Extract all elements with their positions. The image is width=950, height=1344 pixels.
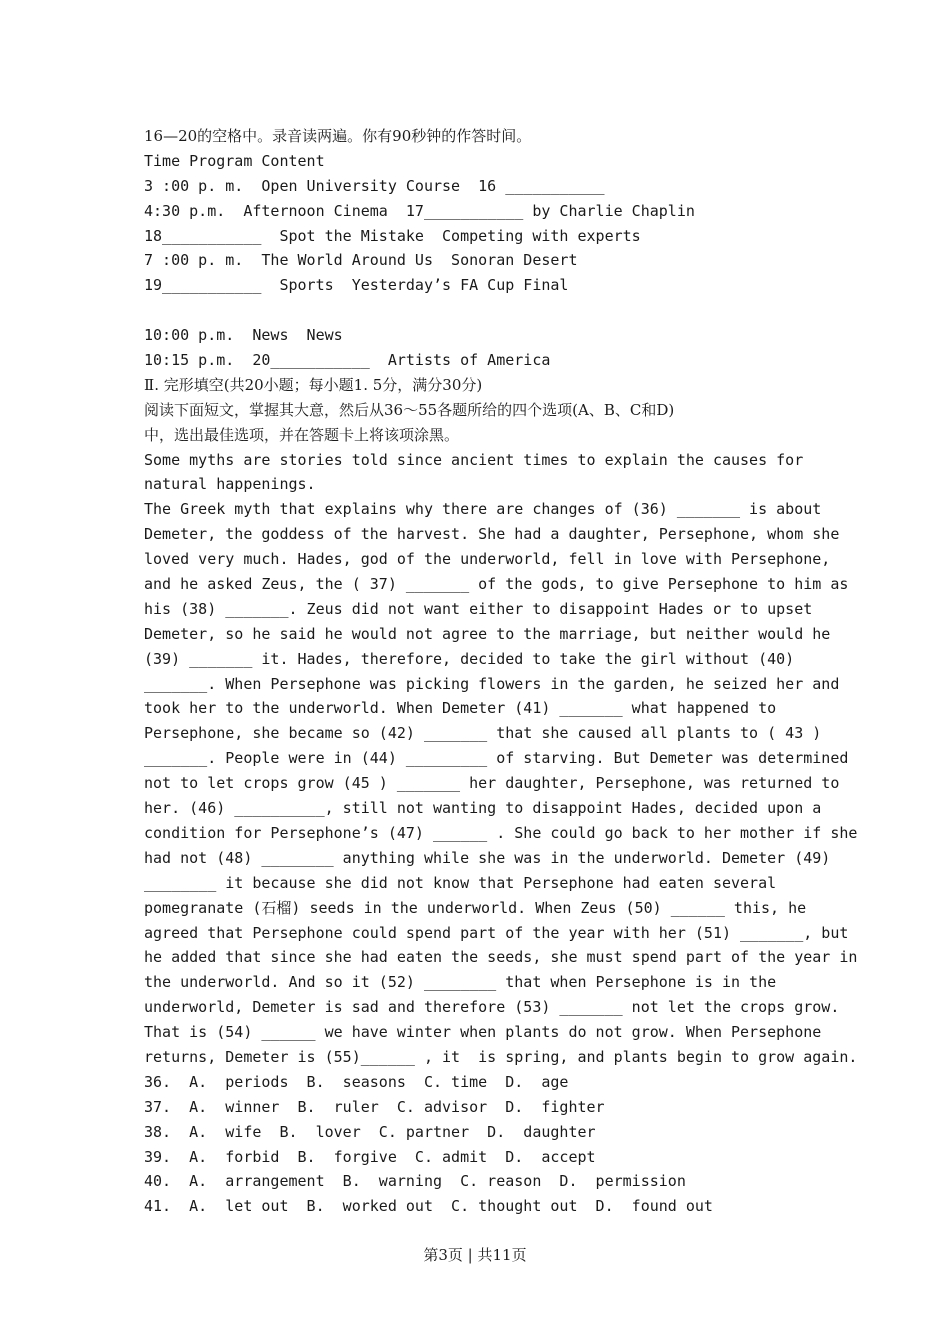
passage-line: That is (54) ______ we have winter when plants do not grow. When Persephone [144,1023,822,1042]
page-footer: 第3页 | 共11页 [423,1246,527,1264]
passage-line: loved very much. Hades, god of the underworld, fell in love with Persephone, [144,550,831,569]
table-line: Time Program Content [144,151,325,170]
table-line: 7 :00 p. m. The World Around Us Sonoran Desert [144,251,578,270]
passage-line: _______. When Persephone was picking flowers in the garden, he seized her and [144,674,840,693]
passage-line: his (38) _______. Zeus did not want either to disappoint Hades or to upset [144,599,813,618]
passage-line: pomegranate (石榴) seeds in the underworld. When Zeus (50) ______ this, he [144,898,807,917]
passage-line: Demeter, so he said he would not agree to the marriage, but neither would he [144,624,831,643]
question-line: 38. A. wife B. lover C. partner D. daughter [144,1122,596,1141]
passage-line: took her to the underworld. When Demeter (41) _______ what happened to [144,699,777,718]
part2-instruction: 中，选出最佳选项，并在答题卡上将该项涂黑。 [144,425,460,444]
passage-line: underworld, Demeter is sad and therefore (53) _______ not let the crops grow. [144,998,840,1017]
question-line: 40. A. arrangement B. warning C. reason D. permission [144,1172,686,1191]
passage-line: (39) _______ it. Hades, therefore, decided to take the girl without (40) [144,649,795,668]
section-intro: 16—20的空格中。录音读两遍。你有90秒钟的作答时间。 [144,127,532,145]
passage-line: ________ it because she did not know that Persephone had eaten several [144,873,777,892]
passage-line: returns, Demeter is (55)______ , it is spring, and plants begin to grow again. [144,1047,858,1066]
passage-line: not to let crops grow (45 ) _______ her daughter, Persephone, was returned to [144,774,840,793]
question-line: 37. A. winner B. ruler C. advisor D. fighter [144,1097,605,1116]
passage-line: condition for Persephone’s (47) ______ . She could go back to her mother if she [144,823,858,842]
passage-line: The Greek myth that explains why there are changes of (36) _______ is about [144,500,822,519]
passage-line: and he asked Zeus, the ( 37) _______ of the gods, to give Persephone to him as [144,575,849,594]
passage-line: natural happenings. [144,475,316,494]
question-line: 39. A. forbid B. forgive C. admit D. accept [144,1147,596,1166]
passage-line: Some myths are stories told since ancient times to explain the causes for [144,450,804,469]
passage-line: the underworld. And so it (52) ________ that when Persephone is in the [144,973,777,992]
passage-line: agreed that Persephone could spend part of the year with her (51) _______, but [144,923,849,942]
table-line: 19___________ Sports Yesterday’s FA Cup Final [144,276,569,295]
table-line: 3 :00 p. m. Open University Course 16 ___________ [144,176,605,195]
part2-instruction: 阅读下面短文，掌握其大意，然后从36～55各题所给的四个选项(A、B、C和D) [144,400,675,419]
table-line: 10:00 p.m. News News [144,326,343,345]
passage-line: Persephone, she became so (42) _______ that she caused all plants to ( 43 ) [144,724,822,743]
cloze-passage [144,448,858,1070]
passage-line: her. (46) __________, still not wanting to disappoint Hades, decided upon a [144,799,822,818]
question-line: 36. A. periods B. seasons C. time D. age [144,1072,569,1091]
program-table [144,149,834,373]
table-line: 10:15 p.m. 20___________ Artists of America [144,351,551,370]
table-blank-line [144,298,834,323]
passage-line: Demeter, the goddess of the harvest. She had a daughter, Persephone, whom she [144,525,840,544]
question-line: 41. A. let out B. worked out C. thought out D. found out [144,1197,713,1216]
part2-title: Ⅱ. 完形填空(共20小题；每小题1. 5分，满分30分) [144,375,483,394]
document-body [144,124,858,1219]
table-line: 18___________ Spot the Mistake Competing with experts [144,226,641,245]
table-line: 4:30 p.m. Afternoon Cinema 17___________ by Charlie Chaplin [144,201,695,220]
question-options [144,1070,834,1219]
passage-line: _______. People were in (44) _________ of starving. But Demeter was determined [144,749,849,768]
passage-line: he added that since she had eaten the seeds, she must spend part of the year in [144,948,858,967]
passage-line: had not (48) ________ anything while she was in the underworld. Demeter (49) [144,848,831,867]
